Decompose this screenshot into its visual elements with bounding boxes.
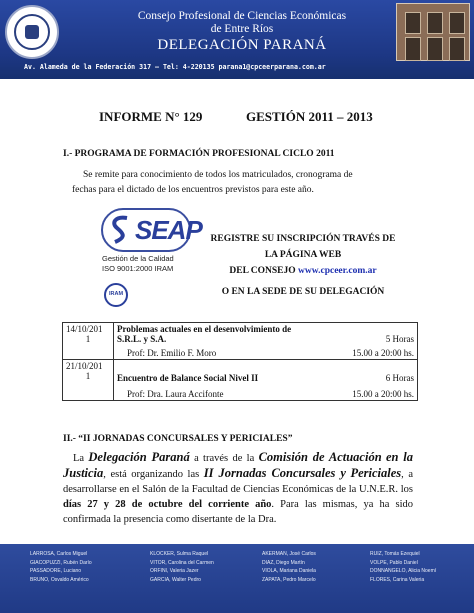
table-row [63,360,418,401]
seap-symbol-icon [107,213,133,247]
section2-paragraph: La Delegación Paraná a través de la Comisión de Actuación en la Justicia, está organizando las II Jornadas Concursales y Periciales, a desarrollarse en el Salón de la Facultad de Ciencias Económicas de la U.N.E.R. los días 27 y 28 de octubre del corriente año. Para las mismas, ya ha sido confirmada la presencia como disertante de la Dra. [63,450,414,525]
footer-board-list [0,544,474,613]
registration-line2: LA PÁGINA WEB [264,250,342,260]
schedule-table [62,322,418,401]
date-cell: 14/10/201 1 [63,323,114,360]
iram-logo: IRAM [104,283,128,307]
council-seal-icon [5,5,59,59]
section2-title: II.- “II JORNADAS CONCURSALES Y PERICIALES” [63,434,293,444]
report-period: GESTIÓN 2011 – 2013 [246,109,373,124]
org-name: Consejo Profesional de Ciencias Económicas de Entre Ríos [137,10,347,35]
footer-column-1: LARROSA, Carlos Miguel GIACOPUZZI, Rubén Darío PASSADORE, Luciano BRUNO, Osvaldo Américo [30,551,92,583]
footer-column-4: RUIZ, Tomás Ezequiel VOLPE, Pablo Daniel DONNANGELO, Alicia Noemí FLORES, Carina Valeria [370,551,437,583]
delegation-title: DELEGACIÓN PARANÁ [157,37,327,53]
seap-logo: SEAP [101,208,191,252]
footer-column-2: KLOCKER, Sulma Raquel VITOR, Carolina del Carmen ORFINI, Valeria Jazer GARCIA, Walter Pedro [150,551,214,583]
quality-cert-text: Gestión de la Calidad ISO 9001:2000 IRAM [102,254,174,273]
report-number: INFORME N° 129 [99,109,203,124]
footer-column-3: AKERMAN, José Carlos DIAZ, Diego Martín VIOLA, Mariana Daniela ZAPATA, Pedro Marcelo [262,551,316,583]
header-banner [0,0,474,79]
website-link[interactable]: www.cpceer.com.ar [298,266,377,276]
course-cell: Encuentro de Balance Social Nivel II 6 Horas Prof: Dra. Laura Accifonte 15.00 a 20:00 hs. [114,360,418,401]
registration-line1: REGISTRE SU INSCRIPCIÓN TRAVÉS DE [210,234,396,244]
section1-text-line2: fechas para el dictado de los encuentros previstos para este año. [72,185,314,195]
registration-line4: O EN LA SEDE DE SU DELEGACIÓN [221,287,385,297]
address-bar: Av. Alameda de la Federación 317 – Tel: 4-220135 parana1@cpceerparana.com.ar [24,63,326,71]
course-cell: Problemas actuales en el desenvolvimiento de S.R.L. y S.A. 5 Horas Prof: Dr. Emilio F. Moro 15.00 a 20:00 hs. [114,323,418,360]
section1-text-line1: Se remite para conocimiento de todos los matriculados, cronograma de [83,170,353,180]
date-cell: 21/10/201 1 [63,360,114,401]
registration-line3: DEL CONSEJO www.cpceer.com.ar [229,266,377,276]
section1-title: I.- PROGRAMA DE FORMACIÓN PROFESIONAL CICLO 2011 [63,149,335,159]
table-row [63,323,418,360]
building-photo [396,3,470,61]
